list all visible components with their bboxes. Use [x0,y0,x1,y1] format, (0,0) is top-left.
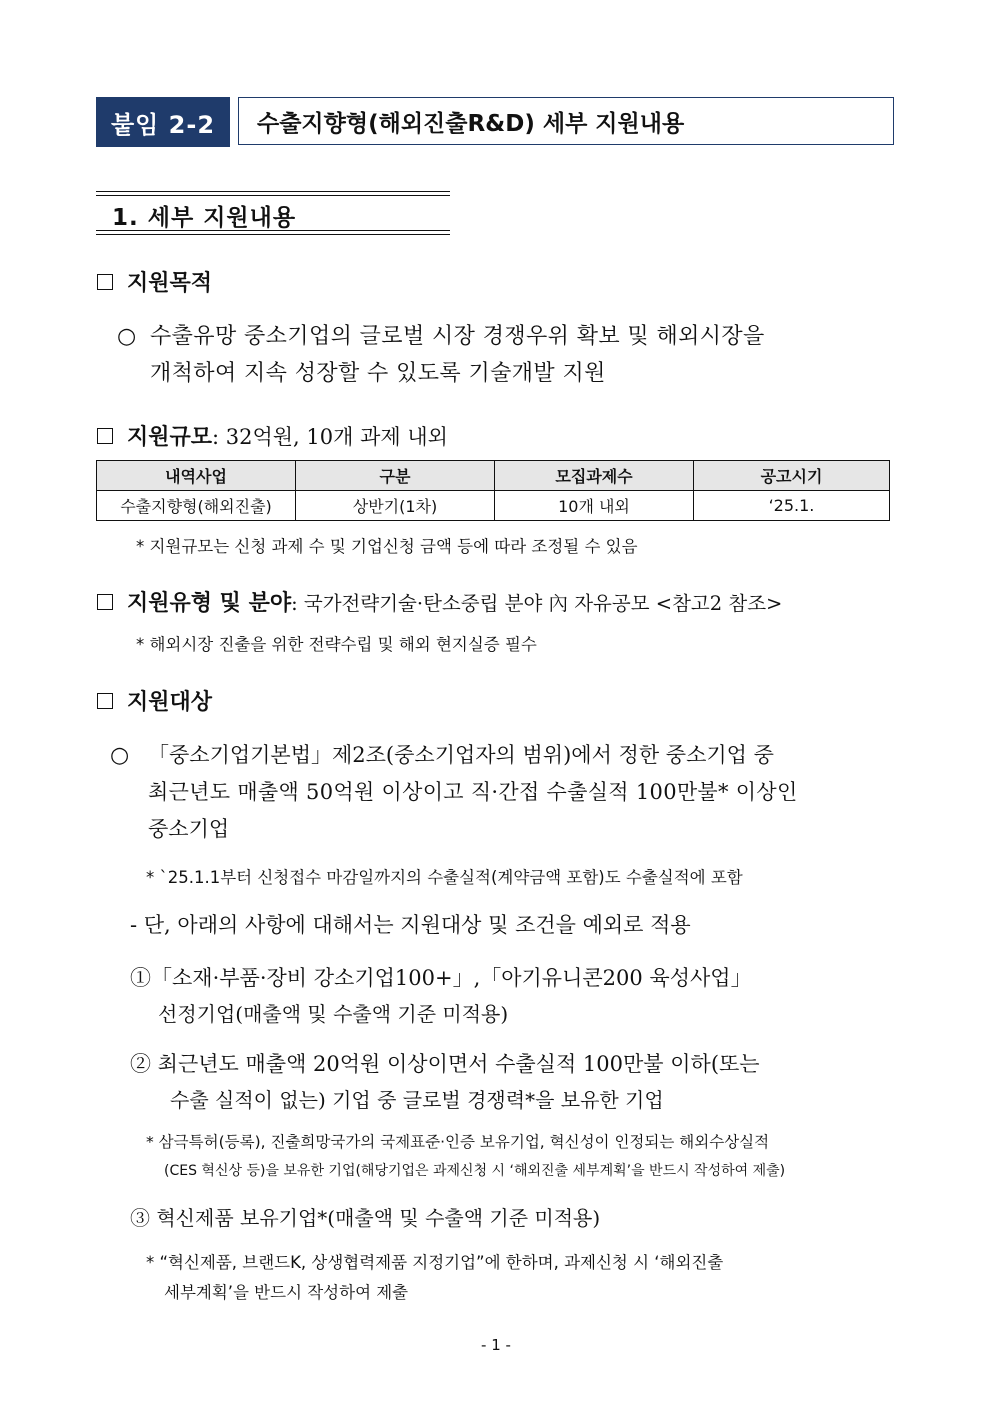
target-line-3: 중소기업 [148,817,230,841]
exception-line: - 단, 아래의 사항에 대해서는 지원대상 및 조건을 예외로 적용 [130,913,691,937]
purpose-line-1: 수출유망 중소기업의 글로벌 시장 경쟁우위 확보 및 해외시장을 [150,324,765,349]
purpose-heading-label: 지원목적 [127,271,213,296]
scale-heading [97,420,448,451]
section-top-rule-2 [96,195,450,196]
checkbox-square-icon [97,693,113,709]
section-bottom-rule [96,230,450,231]
section-bottom-rule-2 [96,234,450,235]
table-header-cell: 내역사업 [97,461,296,491]
target-note-2-line-1: * 삼극특허(등록), 진출희망국가의 국제표준·인증 보유기업, 혁신성이 인정되는 해외수상실적 [146,1133,770,1151]
checkbox-square-icon [97,428,113,444]
purpose-line-2: 개척하여 지속 성장할 수 있도록 기술개발 지원 [150,361,606,386]
target-note-2-line-2: (CES 혁신상 등)을 보유한 기업(해당기업은 과제신청 시 ‘해외진출 세부계획’을 반드시 작성하여 제출) [164,1163,786,1179]
item3-line: ③ 혁신제품 보유기업*(매출액 및 수출액 기준 미적용) [130,1206,601,1230]
target-note-3-line-2: 세부계획’을 반드시 작성하여 제출 [164,1283,409,1302]
target-note-1: * `25.1.1부터 신청접수 마감일까지의 수출실적(계약금액 포함)도 수출실적에 포함 [146,868,743,887]
purpose-bullet: ○ [117,324,137,349]
target-heading-label: 지원대상 [127,690,213,715]
target-line-2: 최근년도 매출액 50억원 이상이고 직·간접 수출실적 100만불* 이상인 [148,780,798,804]
purpose-heading [97,266,212,297]
type-heading-label: 지원유형 및 분야 [127,591,292,616]
item1-line-1: ①「소재·부품·장비 강소기업100+」,「아기유니콘200 육성사업」 [130,966,752,990]
table-cell: 상반기(1차) [296,491,495,521]
type-heading [97,586,782,617]
item2-line-2: 수출 실적이 없는) 기업 중 글로벌 경쟁력*을 보유한 기업 [170,1088,664,1112]
table-row [97,491,890,521]
type-detail: : 국가전략기술·탄소중립 분야 內 자유공모 <참고2 참조> [291,591,783,615]
item2-line-1: ② 최근년도 매출액 20억원 이상이면서 수출실적 100만불 이하(또는 [130,1052,760,1076]
table-header-row [97,461,890,491]
scale-table [96,460,890,521]
checkbox-square-icon [97,274,113,290]
type-note: * 해외시장 진출을 위한 전략수립 및 해외 현지실증 필수 [136,635,537,654]
target-line-1: 「중소기업기본법」제2조(중소기업자의 범위)에서 정한 중소기업 중 [148,743,774,767]
page-number: - 1 - [481,1336,511,1354]
target-note-3-line-1: * “혁신제품, 브랜드K, 상생협력제품 지정기업”에 한하며, 과제신청 시 ‘해외진출 [146,1253,724,1272]
table-cell: 10개 내외 [495,491,694,521]
checkbox-square-icon [97,594,113,610]
section-title: 1. 세부 지원내용 [112,205,297,231]
scale-heading-label: 지원규모 [127,425,213,450]
scale-detail: : 32억원, 10개 과제 내외 [212,424,448,449]
table-header-cell: 모집과제수 [495,461,694,491]
target-heading [97,685,212,716]
table-cell: ‘25.1. [694,491,890,521]
scale-note: * 지원규모는 신청 과제 수 및 기업신청 금액 등에 따라 조정될 수 있음 [136,537,638,556]
item1-line-2: 선정기업(매출액 및 수출액 기준 미적용) [158,1002,509,1026]
table-cell: 수출지향형(해외진출) [97,491,296,521]
section-top-rule [96,191,450,192]
table-header-cell: 공고시기 [694,461,890,491]
target-bullet: ○ [110,743,130,768]
table-header-cell: 구분 [296,461,495,491]
attachment-tag: 붙임 2-2 [96,97,230,147]
page-title: 수출지향형(해외진출R&D) 세부 지원내용 [238,97,894,145]
